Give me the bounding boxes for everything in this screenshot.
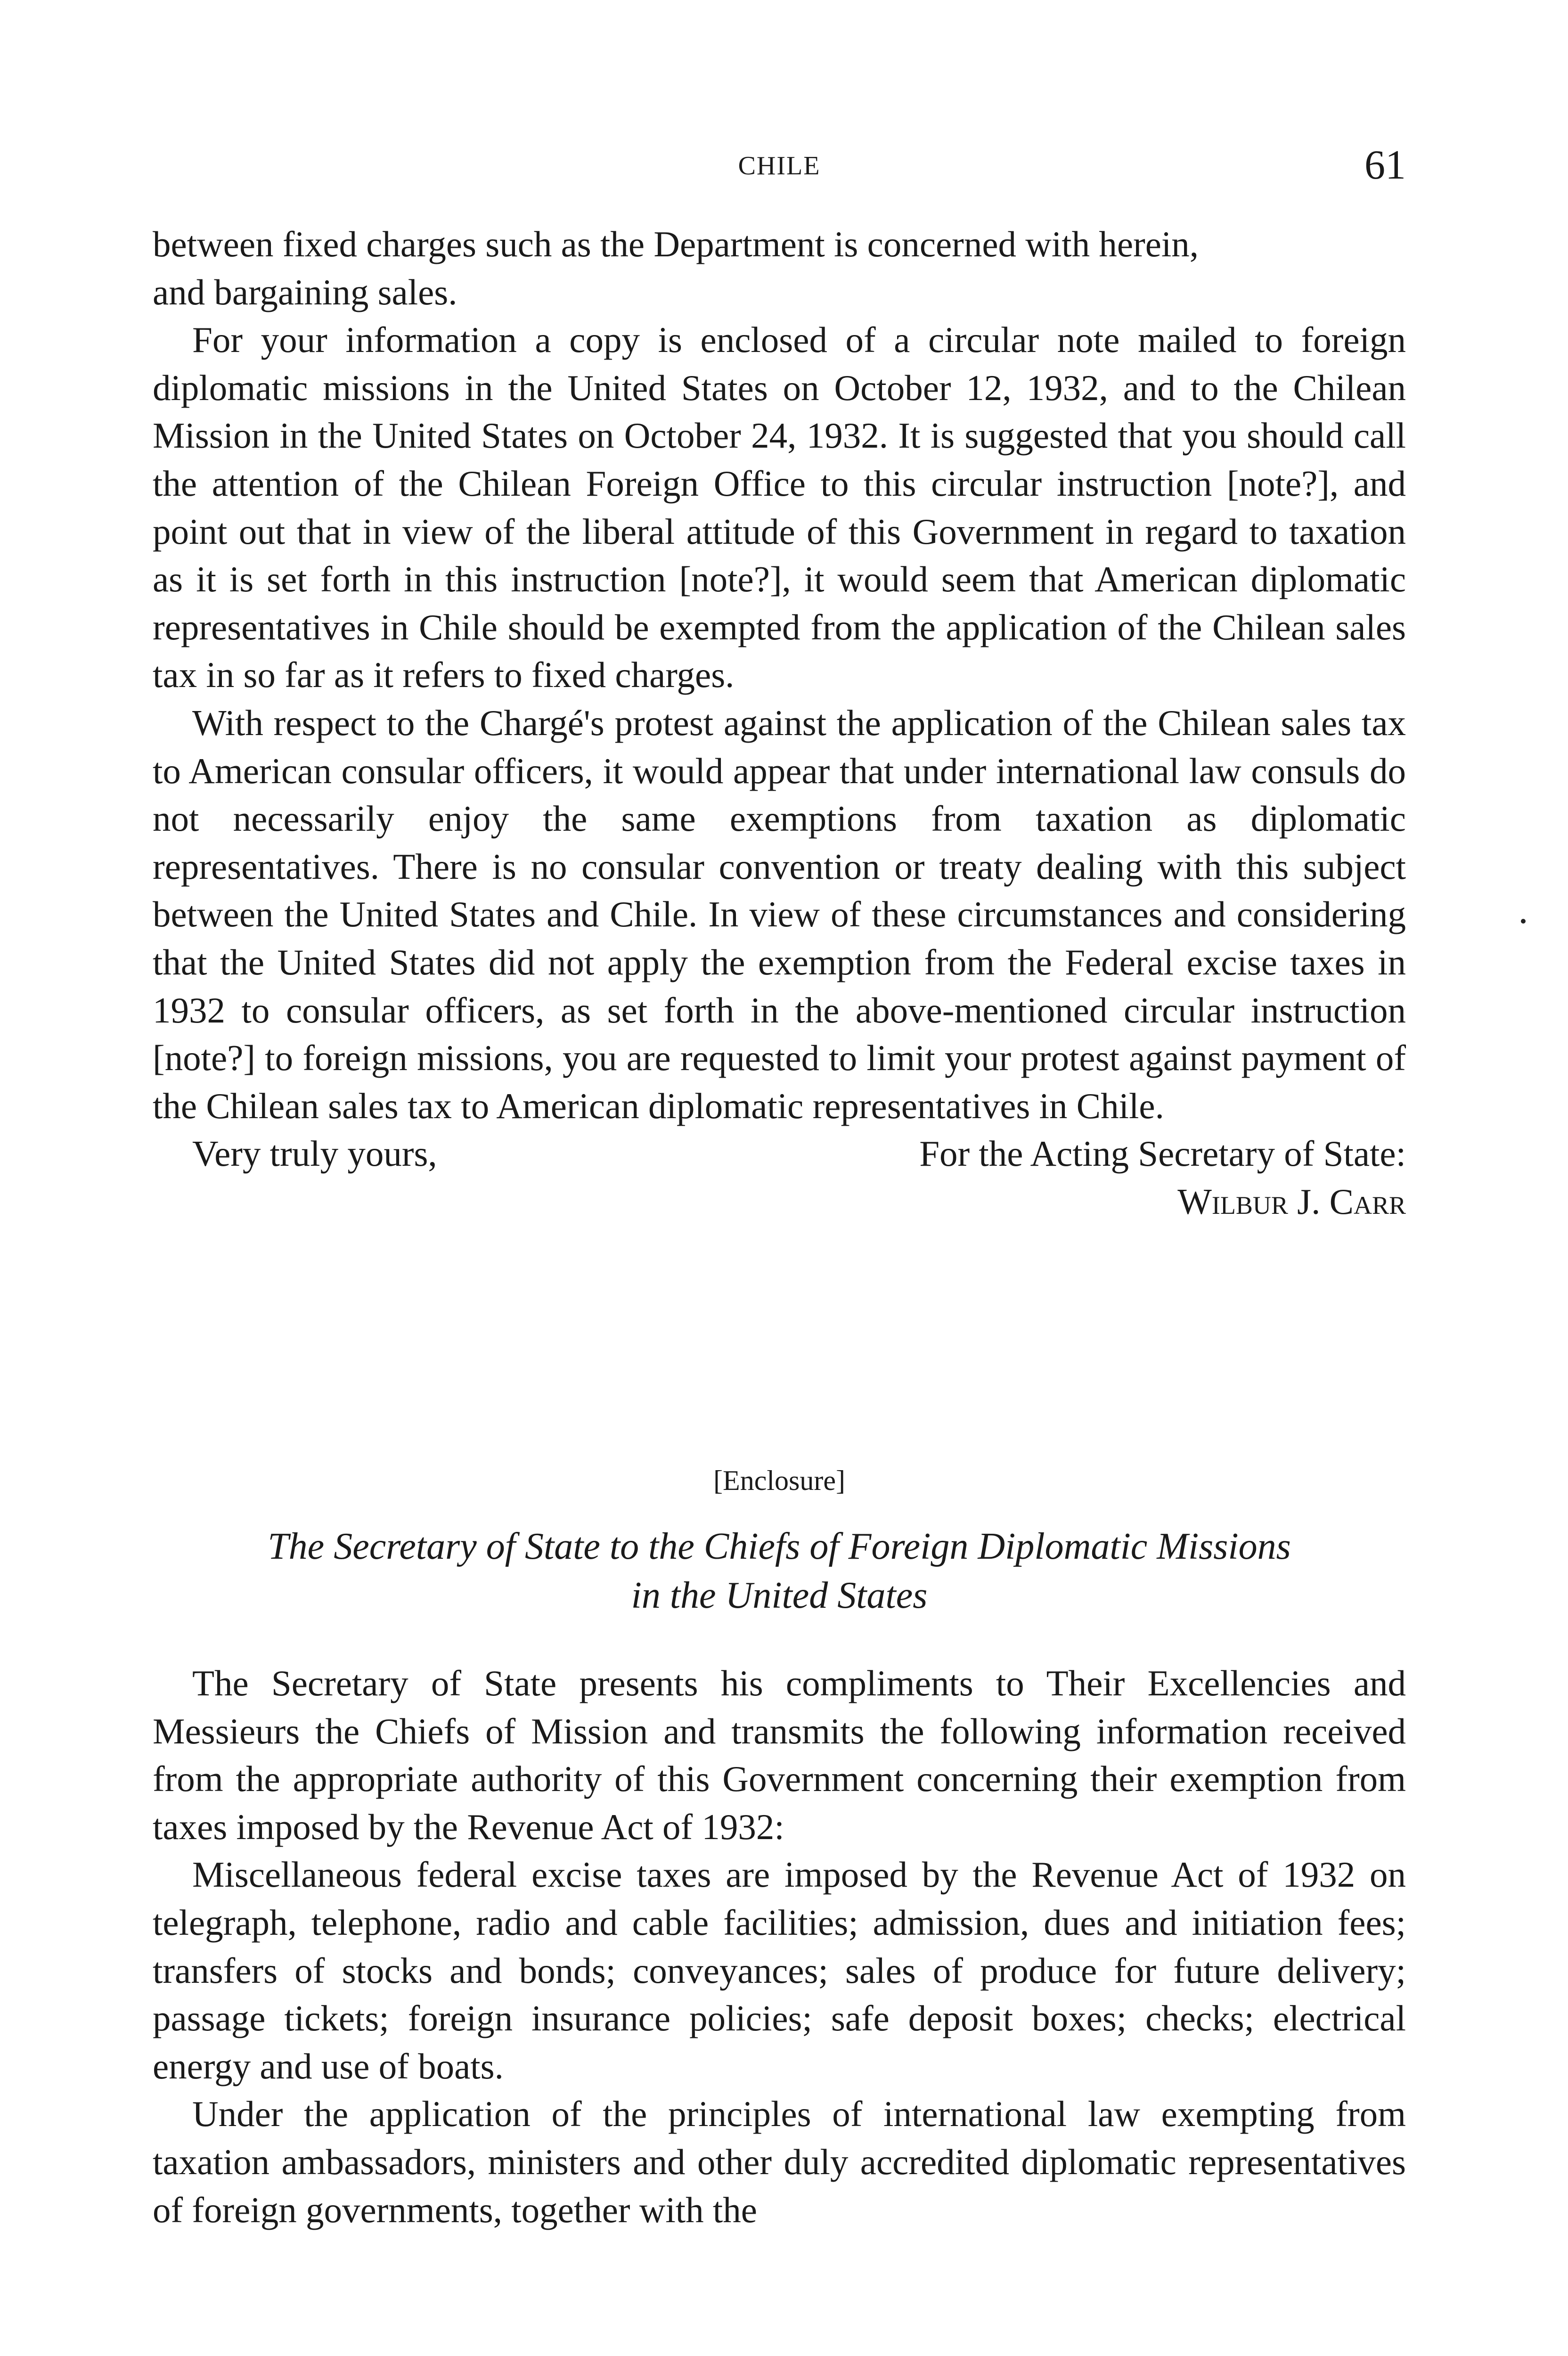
- letter-body: [153, 221, 1406, 1226]
- letter-paragraph-1: For your information a copy is enclosed of a circular note mailed to foreign diplomatic missions in the United States on October 12, 1932, and to the Chilean Mission in the United States on October 24, 1932. It is suggested that you should call the attention of the Chilean Foreign Office to this circular instruction [note?], and point out that in view of the liberal attitude of this Government in regard to taxation as it is set forth in this instruction [note?], it would seem that American diplomatic representatives in Chile should be exempted from the application of the Chilean sales tax in so far as it refers to fixed charges.: [153, 319, 1406, 695]
- running-head: [153, 141, 1406, 193]
- letter-closing: [153, 1130, 1406, 1178]
- closing-attribution: For the Acting Secretary of State:: [919, 1133, 1406, 1174]
- letter-paragraph-2: With respect to the Chargé's protest against the application of the Chilean sales tax to American consular officers, it would appear that under international law consuls do not necessarily enjoy the same exemptions from taxation as diplomatic representatives. There is no consular convention or treaty dealing with this subject between the United States and Chile. In view of these circumstances and considering that the United States did not apply the exemption from the Federal excise taxes in 1932 to consular officers, as set forth in the above-mentioned circular instruction [note?] to foreign missions, you are requested to limit your protest against payment of the Chilean sales tax to American diplomatic representatives in Chile.: [153, 702, 1406, 1126]
- enclosure-title-line-2: in the United States: [631, 1575, 928, 1616]
- closing-salutation: Very truly yours,: [192, 1133, 437, 1174]
- print-speck: [1521, 919, 1526, 924]
- enclosure-paragraph-1: The Secretary of State presents his compliments to Their Excellencies and Messieurs the Chiefs of Mission and transmits the following information received from the appropriate authority of this Government concerning their exemption from taxes imposed by the Revenue Act of 1932:: [153, 1663, 1406, 1847]
- continued-line-1: between fixed charges such as the Department is concerned with herein,: [153, 224, 1199, 264]
- enclosure-title-line-1: The Secretary of State to the Chiefs of Foreign Diplomatic Missions: [268, 1526, 1291, 1567]
- enclosure-paragraph-3: Under the application of the principles of international law exempting from taxation ambassadors, ministers and other duly accredited diplomatic representatives of foreign governments, together with the: [153, 2094, 1406, 2230]
- enclosure-paragraph-2: Miscellaneous federal excise taxes are imposed by the Revenue Act of 1932 on telegraph, telephone, radio and cable facilities; admission, dues and initiation fees; transfers of stocks and bonds; conveyances; sales of produce for future delivery; passage tickets; foreign insurance policies; safe deposit boxes; checks; electrical energy and use of boats.: [153, 1854, 1406, 2086]
- signature: Wilbur J. Carr: [1177, 1181, 1406, 1222]
- enclosure-title: [153, 1522, 1406, 1620]
- enclosure-body: [153, 1660, 1406, 2234]
- continued-line-2: and bargaining sales.: [153, 271, 457, 312]
- enclosure-label: [Enclosure]: [713, 1465, 845, 1496]
- page-number: 61: [1364, 142, 1406, 188]
- running-title: CHILE: [738, 151, 821, 180]
